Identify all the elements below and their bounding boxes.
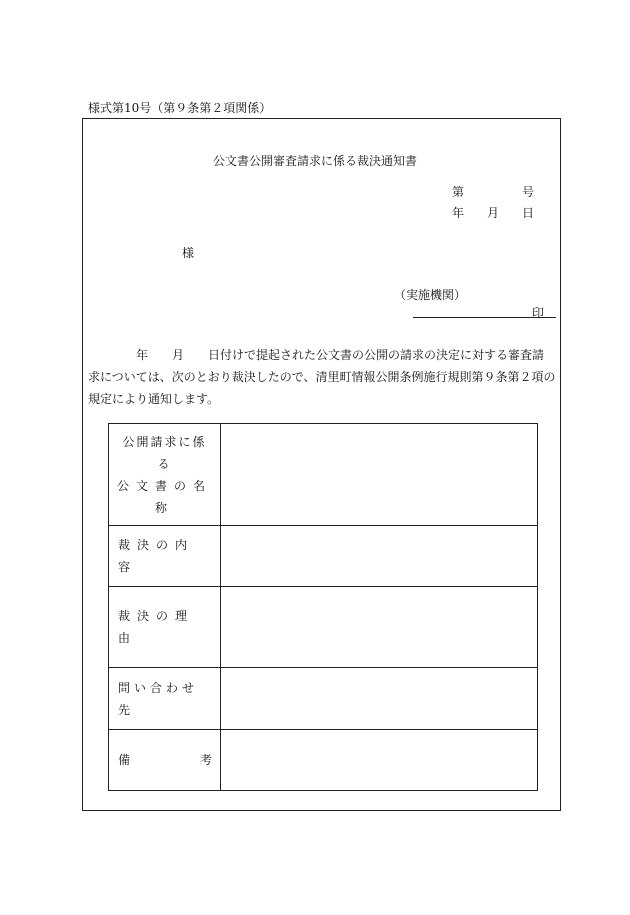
- row-label-cell: [109, 424, 221, 525]
- remarks-label-left: 備: [118, 753, 131, 767]
- document-name-value-cell: [221, 424, 537, 525]
- remarks-value-cell: [221, 730, 537, 790]
- document-name-label-line-2: 公文書の名称: [117, 478, 213, 515]
- table-row-decision-reason: [109, 587, 537, 668]
- document-title: 公文書公開審査請求に係る裁決通知書: [212, 154, 417, 168]
- body-text-line-2: 求については、次のとおり裁決したので、清里町情報公開条例施行規則第９条第２項の: [88, 370, 556, 384]
- signature-line: [413, 317, 556, 318]
- row-label-cell: [109, 730, 221, 790]
- decision-reason-value-cell: [221, 587, 537, 667]
- table-row-document-name: [109, 424, 537, 526]
- seal-mark: 印: [532, 306, 545, 320]
- date-month-label: 月: [487, 206, 500, 220]
- remarks-label-right: 考: [199, 753, 212, 767]
- contact-label: 問い合わせ先: [118, 680, 199, 717]
- document-number-suffix: 号: [522, 185, 535, 199]
- document-name-label-line-1: 公開請求に係る: [122, 434, 207, 471]
- decision-content-label: 裁決の内容: [118, 538, 195, 574]
- body-text-line-1: 年 月 日付けで提起された公文書の公開の請求の決定に対する審査請: [88, 348, 545, 362]
- row-label-cell: [109, 526, 221, 586]
- decision-reason-label: 裁決の理由: [118, 609, 195, 645]
- table-row-contact: [109, 668, 537, 730]
- document-number-label: 第: [452, 185, 465, 199]
- form-id: 様式第10号（第９条第２項関係）: [88, 101, 272, 115]
- decision-details-table: [108, 423, 538, 791]
- table-row-decision-content: [109, 526, 537, 587]
- issuer-label: （実施機関）: [394, 288, 467, 302]
- row-label-cell: [109, 587, 221, 667]
- decision-content-value-cell: [221, 526, 537, 586]
- addressee-label: 様: [182, 246, 195, 260]
- date-day-label: 日: [522, 206, 535, 220]
- contact-value-cell: [221, 668, 537, 729]
- row-label-cell: [109, 668, 221, 729]
- body-text-line-3: 規定により通知します。: [88, 392, 220, 406]
- table-row-remarks: [109, 730, 537, 790]
- date-year-label: 年: [452, 206, 465, 220]
